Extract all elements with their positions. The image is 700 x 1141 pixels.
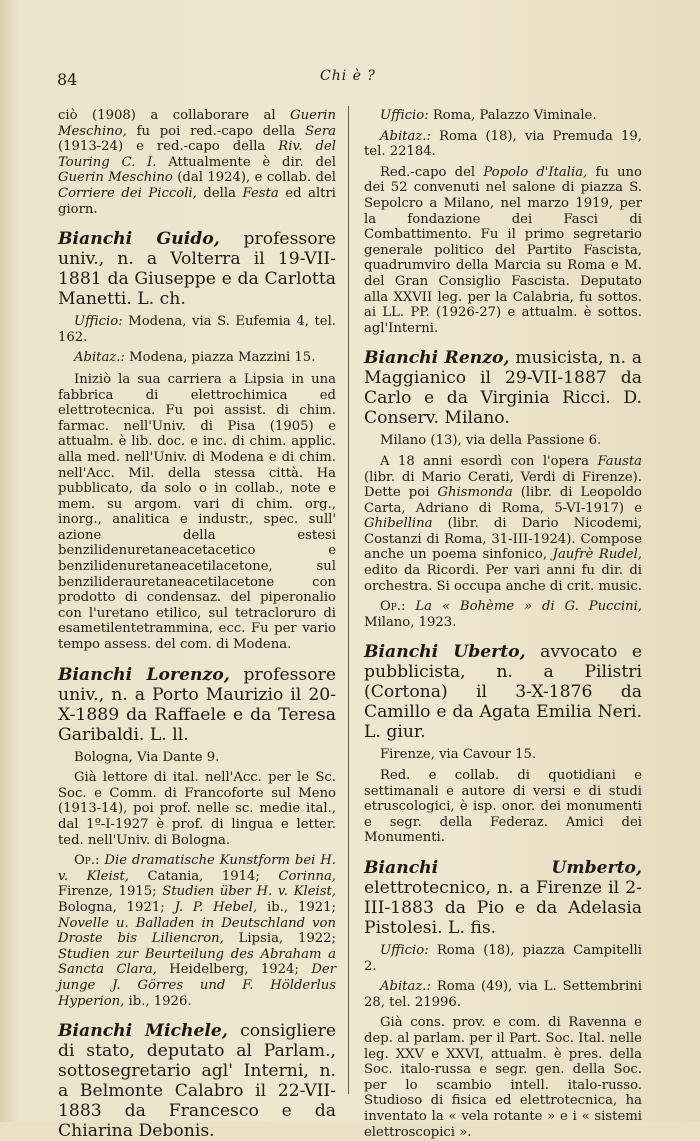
entry-heading: Bianchi Guido, professore univ., n. a Volterra il 19-VII-1881 da Giuseppe e da Carlotta Manetti. L. ch. [58, 229, 336, 310]
entry-heading: Bianchi Renzo, musicista, n. a Maggianico il 29-VII-1887 da Carlo e da Virginia Ricci. D. Conserv. Milano. [364, 348, 642, 429]
entry-bianchi-michele [58, 1021, 336, 1141]
biography: Red.-capo del Popolo d'Italia, fu uno dei 52 convenuti nel salone di piazza S. Sepolcro a Milano, nel marzo 1919, per la fondazione dei Fasci di Combattimento. Fu il primo segretario generale politico del Partito Fascista, quadrumviro della Marcia su Roma e M. del Gran Consiglio Fascista. Deputato alla XXVII leg. per la Calabria, fu sottos. ai LL. PP. (1926-27) e attualm. è sottos. agl'Interni. [364, 164, 642, 336]
home-address: Abitaz.: Roma (18), via Premuda 19, tel. 22184. [364, 128, 642, 160]
entry-bianchi-guido [58, 229, 336, 652]
biography: Red. e collab. di quotidiani e settimanali e autore di versi e di studi etruscologici, è isp. onor. dei monumenti e segr. della Federaz. Amici dei Monumenti. [364, 768, 642, 846]
works: Op.: Die dramatische Kunstform bei H. v. Kleist, Catania, 1914; Corinna, Firenze, 1915; Studien über H. v. Kleist, Bologna, 1921; J. P. Hebel, ib., 1921; Novelle u. Balladen in Deutschland von Droste bis Liliencron, Lipsia, 1922; Studien zur Beurteilung des Abraham a Sancta Clara, Heidelberg, 1924; Der junge J. Görres und F. Hölderlus Hyperion, ib., 1926. [58, 853, 336, 1009]
office-address: Ufficio: Roma (18), piazza Campitelli 2. [364, 943, 642, 974]
biography: A 18 anni esordì con l'opera Fausta (libr. di Mario Cerati, Verdi di Firenze). Dette poi Ghismonda (libr. di Leopoldo Carta, Adriano di Roma, 5-VI-1917) e Ghibellina (libr. di Dario Nicodemi, Costanzi di Roma, 31-III-1924). Compose anche un poema sinfonico, Jaufrè Rudel, edito da Ricordi. Per vari anni fu dir. di orchestra. Si occupa anche di crit. music. [364, 453, 643, 594]
address: Bologna, Via Dante 9. [74, 749, 220, 765]
entry-bianchi-uberto [364, 642, 642, 846]
works: Op.: La « Bohème » di G. Puccini, Milano, 1923. [364, 599, 642, 630]
biography: Già cons. prov. e com. di Ravenna e dep. al parlam. per il Part. Soc. Ital. nelle leg. XXV e XXVI, attualm. è pres. della Soc. italo-russa e segr. gen. della Soc. per lo scambio intell. italo-russo. Studioso di fisica ed elettrotecnica, ha inventato la « vela rotante » e i « sistemi elettroscopici ». [364, 1015, 642, 1140]
entry-bianchi-michele-continued [364, 108, 642, 336]
home-address: Abitaz.: Modena, piazza Mazzini 15. [74, 350, 316, 366]
biography: Già lettore di ital. nell'Acc. per le Sc. Soc. e Comm. di Francoforte sul Meno (1913-14), poi prof. nelle sc. medie ital., dal 1º-I-1927 è prof. di lingua e letter. ted. nell'Univ. di Bologna. [58, 770, 336, 848]
entry-continuation: ciò (1908) a collaborare al Guerin Meschino, fu poi red.-capo della Sera (1913-24) e red.-capo della Riv. del Touring C. I. Attualmente è dir. del Guerin Meschino (dal 1924), e collab. del Corriere dei Piccoli, della Festa ed altri giorn. [58, 108, 337, 217]
home-address: Abitaz.: Roma (49), via L. Settembrini 28, tel. 21996. [364, 979, 642, 1010]
right-column [364, 108, 642, 1140]
address: Firenze, via Cavour 15. [380, 747, 537, 763]
biography: Iniziò la sua carriera a Lipsia in una fabbrica di elettrochimica ed elettrotecnica. Fu poi assist. di chim. farmac. nell'Univ. di Pisa (1905) e attualm. è lib. doc. e inc. di chim. applic. alla med. nell'Univ. di Modena e di chim. nell'Acc. Mil. della stessa città. Ha pubblicato, da solo o in collab., note e mem. su argom. vari di chim. org., inorg., analitica e industr., spec. sull' azione della estesi benzilidenuretaneacetacetico e benzilidenuretaneacetilacetone, sul benziliderauretaneacetilacetone con prodotto di condensaz. del piperonalio con l'uretano etilico, sul tetracloruro di esametilentetrammina, ecc. Fu per vario tempo assess. del com. di Modena. [58, 371, 336, 653]
entry-heading: Bianchi Umberto, elettrotecnico, n. a Firenze il 2-III-1883 da Pio e da Adelasia Pistolesi. L. fis. [364, 858, 642, 938]
entry-heading: Bianchi Uberto, avvocato e pubblicista, n. a Pilistri (Cortona) il 3-X-1876 da Camillo e da Agata Emilia Neri. L. giur. [364, 642, 642, 743]
column-divider [348, 106, 349, 1094]
entry-bianchi-lorenzo [58, 665, 336, 1010]
office-address: Ufficio: Modena, via S. Eufemia 4, tel. 162. [58, 314, 336, 345]
entry-bianchi-umberto [364, 858, 642, 1140]
left-column [58, 108, 336, 1141]
entry-bianchi-renzo [364, 348, 642, 630]
running-title: Chi è ? [320, 68, 376, 84]
office-address: Ufficio: Roma, Palazzo Viminale. [380, 108, 597, 123]
page-number: 84 [57, 70, 78, 89]
entry-heading: Bianchi Michele, consigliere di stato, deputato al Parlam., sottosegretario agl' Interni, n. a Belmonte Calabro il 22-VII-1883 da Francesco e da Chiarina Debonis. [58, 1021, 336, 1141]
entry-heading: Bianchi Lorenzo, professore univ., n. a Porto Maurizio il 20-X-1889 da Raffaele e da Teresa Garibaldi. L. ll. [58, 664, 336, 745]
address: Milano (13), via della Passione 6. [380, 433, 602, 449]
